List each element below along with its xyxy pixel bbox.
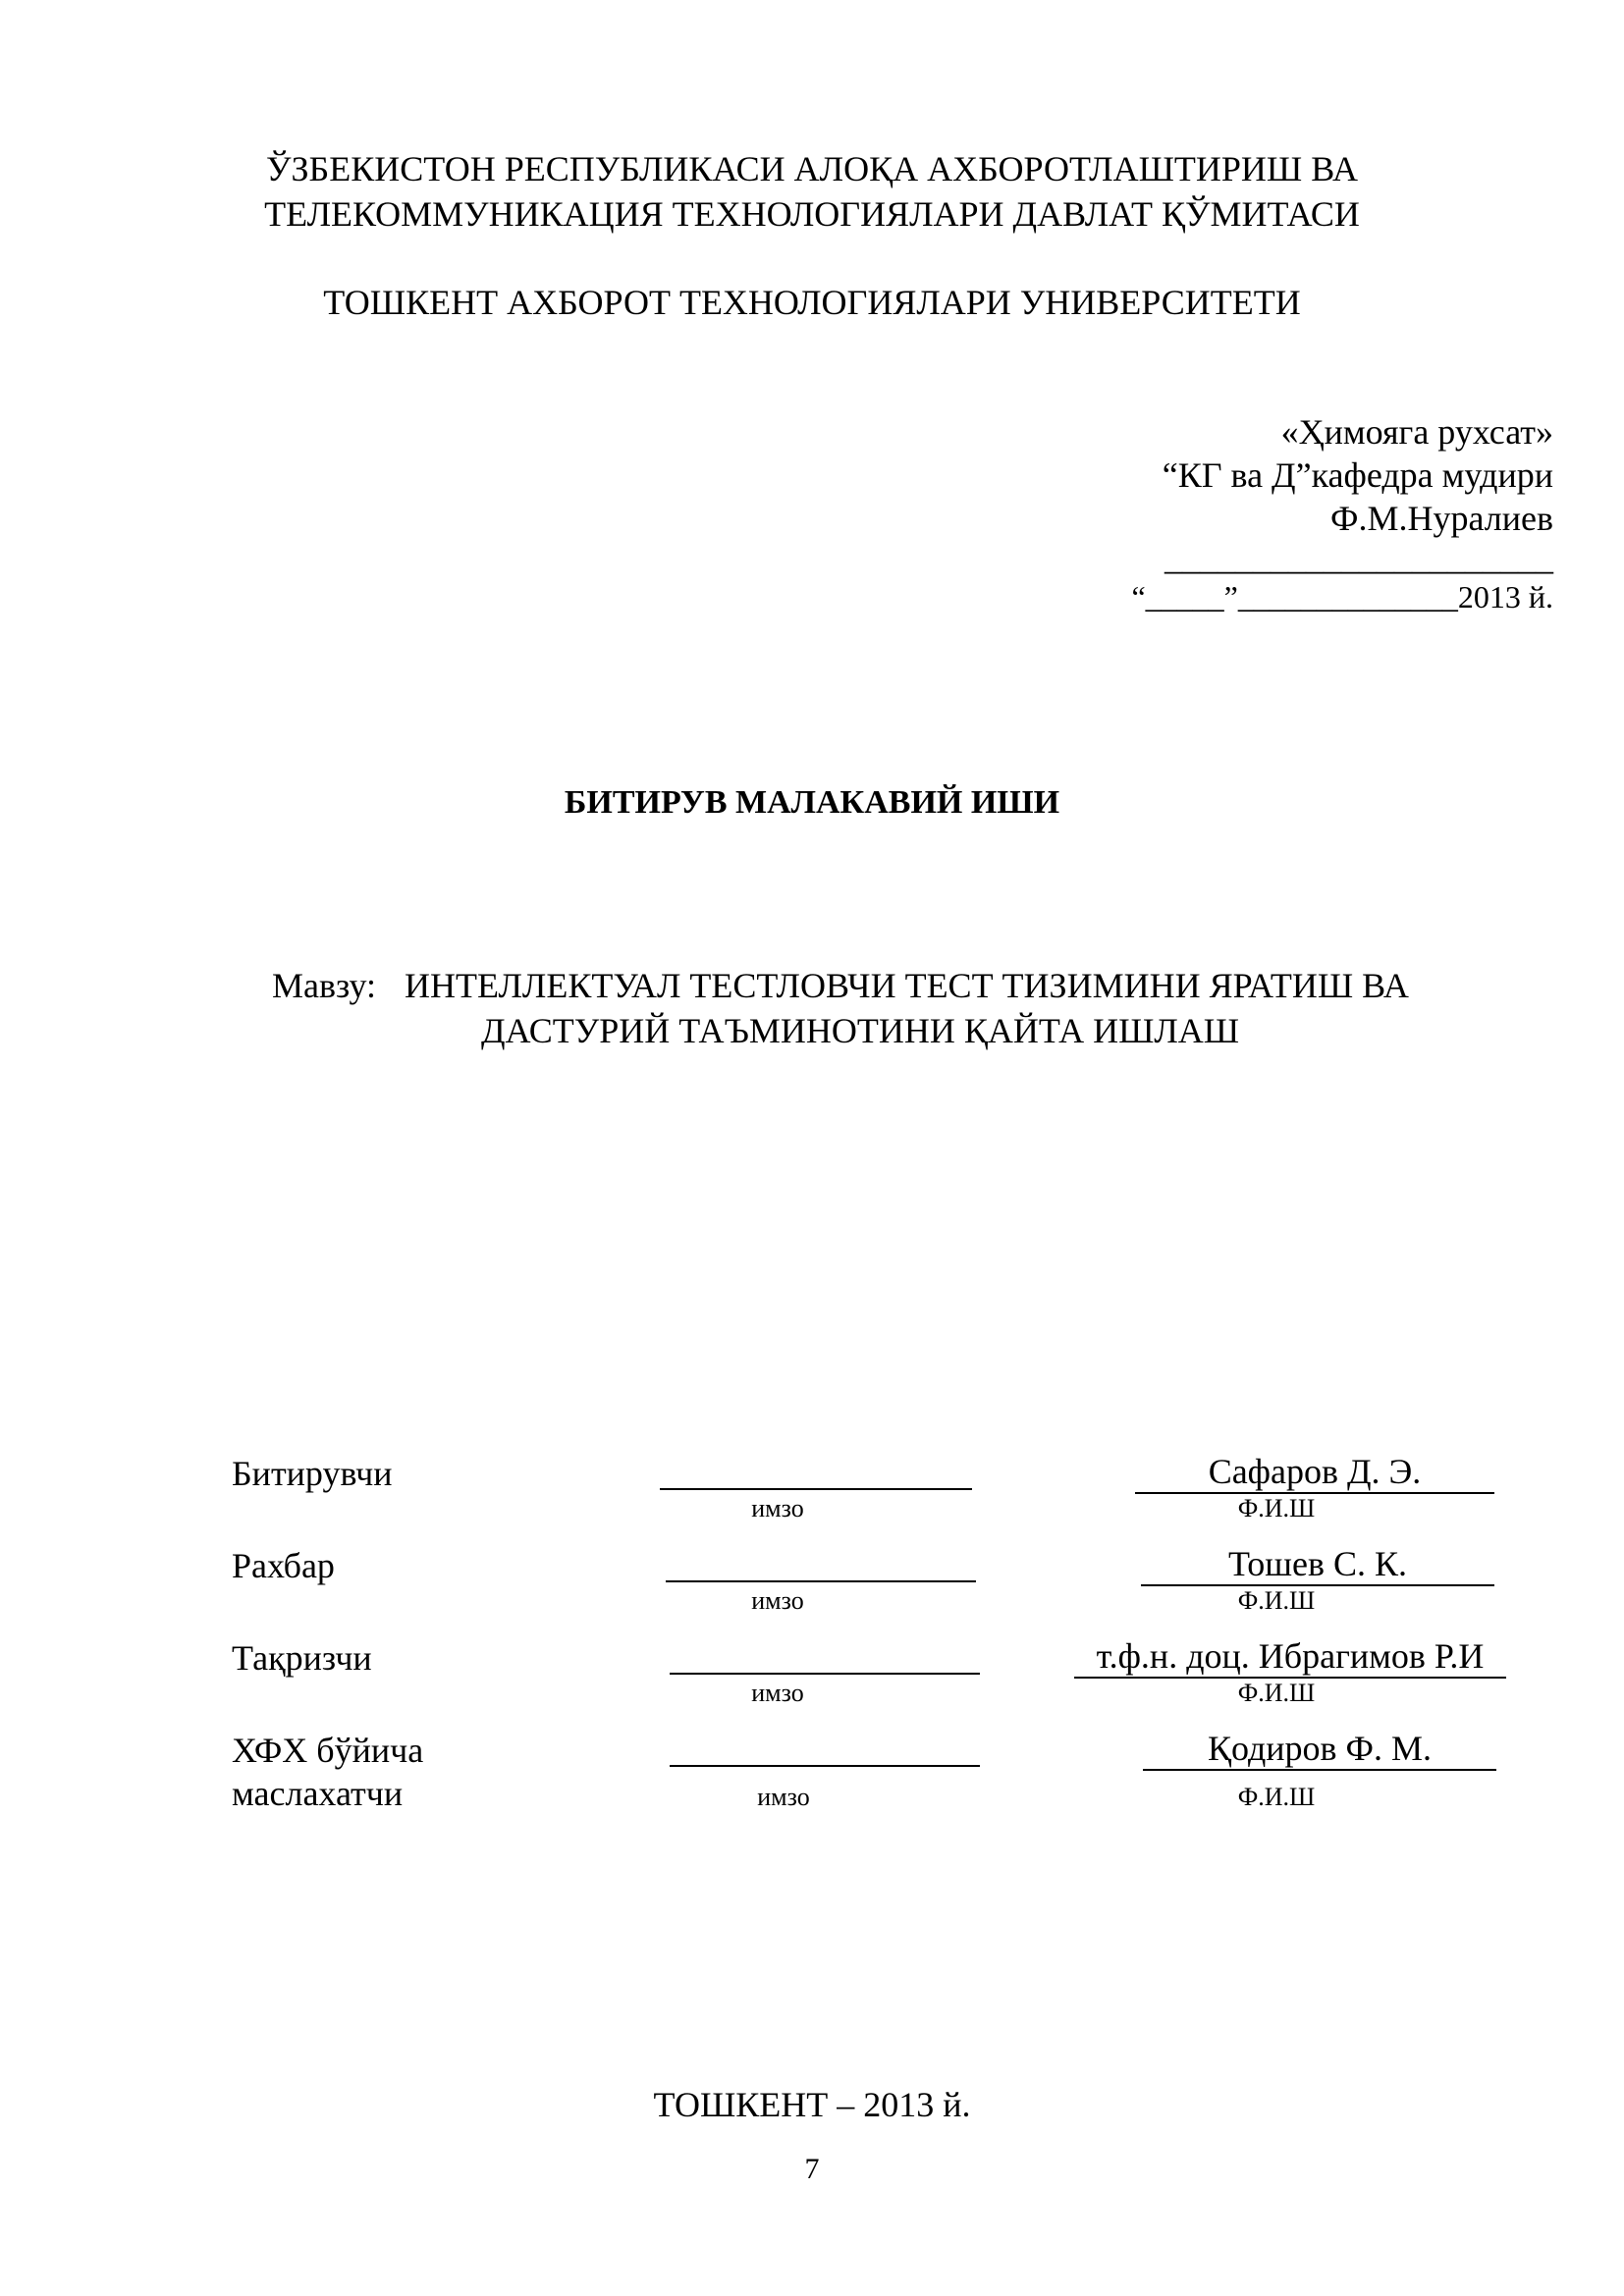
permit-label: «Ҳимояга рухсат» bbox=[1280, 412, 1553, 452]
university-name: ТОШКЕНТ АХБОРОТ ТЕХНОЛОГИЯЛАРИ УНИВЕРСИТЕТИ bbox=[323, 283, 1301, 322]
head-name: Ф.М.Нуралиев bbox=[1330, 499, 1553, 538]
name-graduate: Сафаров Д. Э. bbox=[1135, 1451, 1494, 1494]
name-caption-consultant: Ф.И.Ш bbox=[1237, 1783, 1316, 1811]
approval-block bbox=[982, 410, 1553, 618]
role-consultant-line-2: маслахатчи bbox=[232, 1774, 404, 1813]
name-consultant: Қодиров Ф. М. bbox=[1143, 1728, 1496, 1771]
name-supervisor: Тошев С. К. bbox=[1141, 1543, 1494, 1586]
topic-label: Мавзу: bbox=[272, 966, 376, 1005]
topic-line-2: ДАСТУРИЙ ТАЪМИНОТИНИ ҚАЙТА ИШЛАШ bbox=[481, 1011, 1240, 1050]
name-reviewer: т.ф.н. доц. Ибрагимов Р.И bbox=[1074, 1635, 1506, 1679]
role-reviewer: Тақризчи bbox=[232, 1638, 372, 1678]
signature-line-consultant bbox=[670, 1765, 980, 1767]
topic-line-1: ИНТЕЛЛЕКТУАЛ ТЕСТЛОВЧИ ТЕСТ ТИЗИМИНИ ЯРАТИШ ВА bbox=[405, 966, 1409, 1005]
sign-caption-graduate: имзо bbox=[751, 1494, 804, 1522]
name-caption-supervisor: Ф.И.Ш bbox=[1237, 1586, 1316, 1615]
signature-line-graduate bbox=[660, 1488, 972, 1490]
role-graduate: Битирувчи bbox=[232, 1454, 393, 1493]
name-caption-graduate: Ф.И.Ш bbox=[1237, 1494, 1316, 1522]
sign-caption-supervisor: имзо bbox=[751, 1586, 804, 1615]
ministry-line-1: ЎЗБЕКИСТОН РЕСПУБЛИКАСИ АЛОҚА АХБОРОТЛАШТИРИШ ВА bbox=[266, 149, 1358, 188]
role-consultant: ХФХ бўйича bbox=[232, 1731, 424, 1770]
sign-caption-reviewer: имзо bbox=[751, 1679, 804, 1707]
work-type-title: БИТИРУВ МАЛАКАВИЙ ИШИ bbox=[564, 784, 1060, 821]
role-supervisor: Рахбар bbox=[232, 1546, 335, 1585]
signature-blank: ______________________ bbox=[1164, 538, 1553, 577]
head-position: “КГ ва Д”кафедра мудири bbox=[1162, 455, 1553, 495]
name-caption-reviewer: Ф.И.Ш bbox=[1237, 1679, 1316, 1707]
ministry-line-2: ТЕЛЕКОММУНИКАЦИЯ ТЕХНОЛОГИЯЛАРИ ДАВЛАТ ҚЎМИТАСИ bbox=[264, 194, 1360, 234]
city-year: ТОШКЕНТ – 2013 й. bbox=[653, 2085, 971, 2124]
signature-line-supervisor bbox=[666, 1580, 976, 1582]
page-number: 7 bbox=[804, 2153, 820, 2185]
sign-caption-consultant: имзо bbox=[757, 1783, 810, 1811]
date-line: “_____”______________2013 й. bbox=[1131, 579, 1553, 614]
signature-line-reviewer bbox=[670, 1673, 980, 1675]
